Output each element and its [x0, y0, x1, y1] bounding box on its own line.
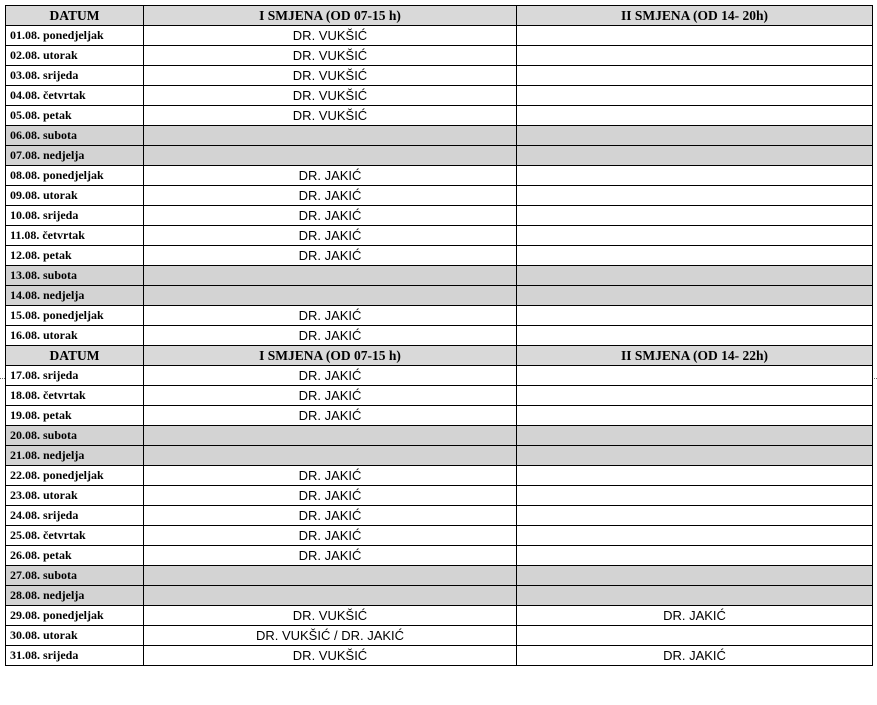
shift-1-cell: DR. VUKŠIĆ [144, 106, 517, 126]
schedule-row [6, 486, 873, 506]
date-cell: 03.08. srijeda [6, 66, 144, 86]
shift-2-cell [517, 446, 873, 466]
schedule-row [6, 446, 873, 466]
shift-1-cell: DR. JAKIĆ [144, 366, 517, 386]
schedule-row [6, 146, 873, 166]
date-cell: 14.08. nedjelja [6, 286, 144, 306]
shift-1-cell: DR. VUKŠIĆ [144, 606, 517, 626]
shift-1-cell: DR. VUKŠIĆ / DR. JAKIĆ [144, 626, 517, 646]
shift-2-cell [517, 626, 873, 646]
date-cell: 25.08. četvrtak [6, 526, 144, 546]
date-cell: 07.08. nedjelja [6, 146, 144, 166]
shift-2-cell: DR. JAKIĆ [517, 646, 873, 666]
shift-2-cell [517, 86, 873, 106]
shift-2-cell [517, 486, 873, 506]
date-cell: 02.08. utorak [6, 46, 144, 66]
shift-2-cell [517, 526, 873, 546]
shift-2-cell [517, 326, 873, 346]
header-shift-2: II SMJENA (OD 14- 20h) [517, 6, 873, 26]
date-cell: 31.08. srijeda [6, 646, 144, 666]
date-cell: 24.08. srijeda [6, 506, 144, 526]
shift-schedule-table [5, 5, 873, 666]
shift-1-cell: DR. VUKŠIĆ [144, 66, 517, 86]
date-cell: 29.08. ponedjeljak [6, 606, 144, 626]
shift-1-cell [144, 586, 517, 606]
schedule-row [6, 206, 873, 226]
shift-1-cell: DR. VUKŠIĆ [144, 26, 517, 46]
date-cell: 15.08. ponedjeljak [6, 306, 144, 326]
date-cell: 21.08. nedjelja [6, 446, 144, 466]
shift-2-cell [517, 546, 873, 566]
date-cell: 18.08. četvrtak [6, 386, 144, 406]
date-cell: 17.08. srijeda [6, 366, 144, 386]
date-cell: 26.08. petak [6, 546, 144, 566]
shift-1-cell: DR. JAKIĆ [144, 166, 517, 186]
shift-1-cell: DR. JAKIĆ [144, 246, 517, 266]
header-shift-1: I SMJENA (OD 07-15 h) [144, 346, 517, 366]
shift-1-cell [144, 426, 517, 446]
shift-2-cell [517, 406, 873, 426]
date-cell: 22.08. ponedjeljak [6, 466, 144, 486]
schedule-row [6, 26, 873, 46]
schedule-row [6, 526, 873, 546]
shift-1-cell: DR. JAKIĆ [144, 186, 517, 206]
schedule-row [6, 226, 873, 246]
shift-2-cell [517, 466, 873, 486]
shift-1-cell: DR. JAKIĆ [144, 226, 517, 246]
shift-2-cell [517, 566, 873, 586]
shift-1-cell [144, 266, 517, 286]
schedule-row [6, 546, 873, 566]
date-cell: 20.08. subota [6, 426, 144, 446]
shift-1-cell: DR. JAKIĆ [144, 466, 517, 486]
schedule-row [6, 626, 873, 646]
schedule-row [6, 506, 873, 526]
schedule-row [6, 466, 873, 486]
date-cell: 06.08. subota [6, 126, 144, 146]
schedule-row [6, 166, 873, 186]
date-cell: 13.08. subota [6, 266, 144, 286]
shift-2-cell [517, 506, 873, 526]
shift-1-cell: DR. JAKIĆ [144, 486, 517, 506]
shift-1-cell: DR. JAKIĆ [144, 306, 517, 326]
schedule-row [6, 106, 873, 126]
header-row [6, 346, 873, 366]
shift-2-cell [517, 286, 873, 306]
schedule-row [6, 306, 873, 326]
shift-1-cell [144, 286, 517, 306]
shift-1-cell [144, 126, 517, 146]
shift-2-cell [517, 126, 873, 146]
schedule-row [6, 246, 873, 266]
shift-2-cell [517, 186, 873, 206]
shift-1-cell [144, 446, 517, 466]
shift-1-cell: DR. VUKŠIĆ [144, 646, 517, 666]
date-cell: 11.08. četvrtak [6, 226, 144, 246]
header-shift-2: II SMJENA (OD 14- 22h) [517, 346, 873, 366]
shift-2-cell [517, 366, 873, 386]
shift-1-cell: DR. JAKIĆ [144, 506, 517, 526]
date-cell: 10.08. srijeda [6, 206, 144, 226]
date-cell: 28.08. nedjelja [6, 586, 144, 606]
schedule-row [6, 266, 873, 286]
shift-1-cell: DR. VUKŠIĆ [144, 46, 517, 66]
shift-1-cell: DR. JAKIĆ [144, 546, 517, 566]
schedule-row [6, 366, 873, 386]
date-cell: 27.08. subota [6, 566, 144, 586]
shift-2-cell [517, 246, 873, 266]
schedule-body [6, 6, 873, 666]
date-cell: 19.08. petak [6, 406, 144, 426]
shift-2-cell: DR. JAKIĆ [517, 606, 873, 626]
shift-2-cell [517, 26, 873, 46]
shift-2-cell [517, 46, 873, 66]
header-shift-1: I SMJENA (OD 07-15 h) [144, 6, 517, 26]
schedule-row [6, 646, 873, 666]
date-cell: 30.08. utorak [6, 626, 144, 646]
shift-2-cell [517, 166, 873, 186]
shift-1-cell: DR. JAKIĆ [144, 326, 517, 346]
shift-2-cell [517, 426, 873, 446]
shift-1-cell [144, 146, 517, 166]
shift-2-cell [517, 66, 873, 86]
shift-2-cell [517, 146, 873, 166]
shift-1-cell: DR. JAKIĆ [144, 406, 517, 426]
shift-1-cell: DR. JAKIĆ [144, 206, 517, 226]
shift-2-cell [517, 386, 873, 406]
shift-1-cell: DR. JAKIĆ [144, 526, 517, 546]
schedule-row [6, 286, 873, 306]
schedule-row [6, 606, 873, 626]
date-cell: 23.08. utorak [6, 486, 144, 506]
schedule-row [6, 86, 873, 106]
shift-2-cell [517, 306, 873, 326]
schedule-row [6, 326, 873, 346]
schedule-row [6, 46, 873, 66]
shift-2-cell [517, 106, 873, 126]
date-cell: 05.08. petak [6, 106, 144, 126]
schedule-row [6, 426, 873, 446]
shift-2-cell [517, 266, 873, 286]
schedule-row [6, 406, 873, 426]
date-cell: 16.08. utorak [6, 326, 144, 346]
schedule-row [6, 126, 873, 146]
shift-1-cell: DR. VUKŠIĆ [144, 86, 517, 106]
shift-2-cell [517, 206, 873, 226]
schedule-row [6, 186, 873, 206]
schedule-row [6, 66, 873, 86]
schedule-row [6, 566, 873, 586]
header-date: DATUM [6, 346, 144, 366]
shift-2-cell [517, 586, 873, 606]
shift-1-cell [144, 566, 517, 586]
header-date: DATUM [6, 6, 144, 26]
date-cell: 08.08. ponedjeljak [6, 166, 144, 186]
date-cell: 12.08. petak [6, 246, 144, 266]
shift-1-cell: DR. JAKIĆ [144, 386, 517, 406]
date-cell: 09.08. utorak [6, 186, 144, 206]
shift-2-cell [517, 226, 873, 246]
header-row [6, 6, 873, 26]
schedule-row [6, 586, 873, 606]
date-cell: 01.08. ponedjeljak [6, 26, 144, 46]
schedule-row [6, 386, 873, 406]
date-cell: 04.08. četvrtak [6, 86, 144, 106]
